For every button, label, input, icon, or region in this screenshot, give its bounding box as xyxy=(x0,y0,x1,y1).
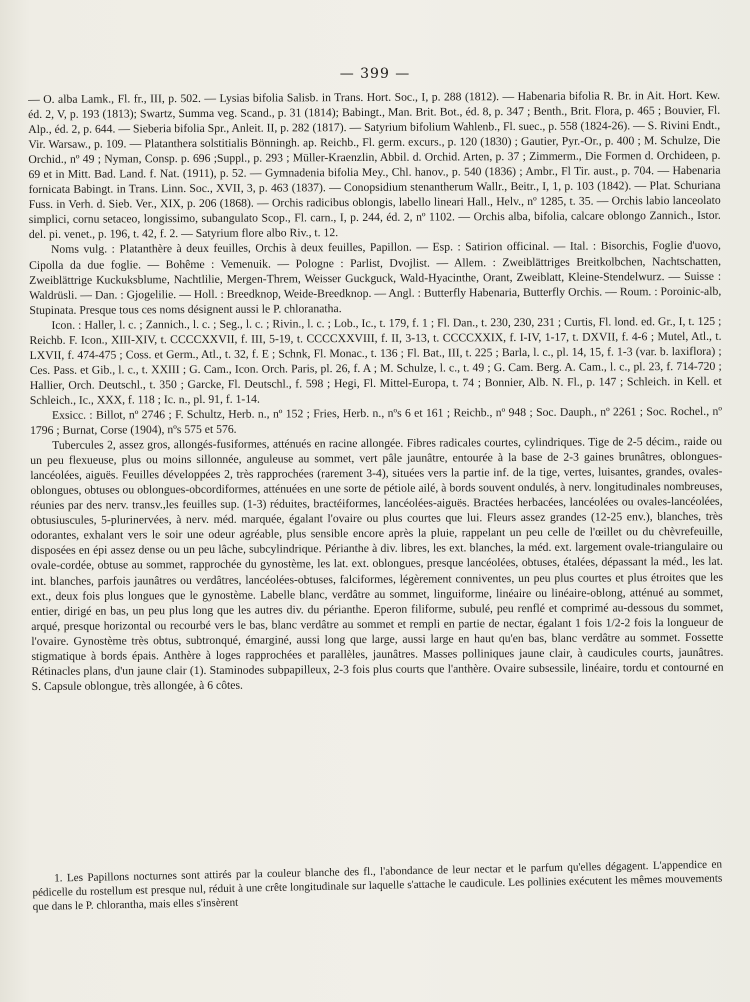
page-number: — 399 — xyxy=(339,66,411,82)
footnote xyxy=(32,858,723,914)
iconography-paragraph: Icon. : Haller, l. c. ; Zannich., l. c. ; Seg., l. c. ; Rivin., l. c. ; Lob., Ic., t. 179, f. 1 ; Fl. Dan., t. 230, 230, 231 ; Curtis, Fl. lond. ed. Gr., I, t. 125 ; Reichb. F. Icon., XIII-XIV, t. CCCCXXVII, f. III, 5-19, t. CCCCXXVIII, f. II, 3-13, t. CCCCXXIX, f. I-IV, 1-17, t. DXVII, f. 4-6 ; Mutel, Atl., t. LXVII, f. 474-475 ; Coss. et Germ., Atl., t. 32, f. E ; Schnk, Fl. Monac., t. 136 ; Fl. Bat., III, t. 225 ; Barla, l. c., pl. 14, 15, f. 1-3 (var. b. laxiflora) ; Ces. Pass. et Gib., l. c., t. XXIII ; G. Cam., Icon. Orch. Paris, pl. 26, f. A ; M. Schulze, l. c., t. 49 ; G. Cam. Berg. A. Cam., l. c., pl. 23, f. 714-720 ; Hallier, Orch. Deutschl., t. 350 ; Garcke, Fl. Deutschl., f. 598 ; Hegi, Fl. Mittel-Europa, t. 74 ; Bonnier, Alb. N. Fl., p. 147 ; Schleich. in Kell. et Schleich., Ic., XXX, f. 118 ; Ic. n., pl. 91, f. 1-14. xyxy=(29,314,722,407)
main-text xyxy=(28,88,724,694)
vernacular-names-paragraph: Noms vulg. : Platanthère à deux feuilles, Orchis à deux feuilles, Papillon. — Esp. : Satirion officinal. — Ital. : Bisorchis, Foglie d'uovo, Cipolla da due foglie. — Bohême : Vemenuik. — Pologne : Parlist, Dvojlist. — Allem. : Zweiblättriges Breitkolbchen, Nachtschatten, Zweiblättrige Kuckuksblume, Nachtlilie, Mergen-Threm, Weisser Guckguck, Wald-Hyacinthe, Orant, Zweiblatt, Kleine-Stendelwurz. — Suisse : Waldrüsli. — Dan. : Gjogelilie. — Holl. : Breedknop, Weide-Breedknop. — Angl. : Butterfly Habenaria, Butterfly Orchis. — Roum. : Poroinic-alb, Stupinata. Presque tous ces noms désignent aussi le P. chloranatha. xyxy=(29,239,722,317)
synonymy-paragraph: — O. alba Lamk., Fl. fr., III, p. 502. — Lysias bifolia Salisb. in Trans. Hort. Soc., I, p. 288 (1812). — Habenaria bifolia R. Br. in Ait. Hort. Kew. éd. 2, V, p. 193 (1813); Swartz, Summa veg. Scand., p. 31 (1814); Babingt., Man. Brit. Bot., éd. 8, p. 347 ; Benth., Brit. Flora, p. 465 ; Bouvier, Fl. Alp., éd. 2, p. 644. — Sieberia bifolia Spr., Anleit. II, p. 282 (1817). — Satyrium bifolium Wahlenb., Fl. suec., p. 558 (1824-26). — S. Rivini Endt., Vir. Warsaw., p. 109. — Platanthera solstitialis Bönningh. ap. Reichb., Fl. germ. excurs., p. 120 (1830) ; Gautier, Pyr.-Or., p. 400 ; M. Schulze, Die Orchid., nº 49 ; Nyman, Consp. p. 696 ;Suppl., p. 293 ; Müller-Kraenzlin, Abbil. d. Orchid. Arten, p. 37 ; Zimmerm., Die Formen d. Orchideen, p. 69 et in Mitt. Bad. Land. f. Nat. (1911), p. 52. — Gymnadenia bifolia Mey., Chl. hanov., p. 540 (1836) ; Ambr., Fl Tir. aust., p. 704. — Habenaria fornicata Babingt. in Trans. Linn. Soc., XVII, 3, p. 463 (1837). — Conopsidium stenantherum Wallr., Beitr., I, 1, p. 103 (1842). — Plat. Schuriana Fuss. in Verh. d. Sieb. Ver., XIX, p. 206 (1868). — Orchis radicibus oblongis, labello lineari Hall., Helv., nº 1285, t. 35. — Orchis labio lanceolato simplici, cornu setaceo, longissimo, subangulato Scop., Fl. carn., I, p. 244, éd. 2, nº 1102. — Orchis alba, bifolia, calcare oblongo Zannich., Istor. del. pi. venet., p. 196, t. 42, f. 2. — Satyrium flore albo Riv., t. 12. xyxy=(28,88,721,242)
footnote-text: 1. Les Papillons nocturnes sont attirés par la couleur blanche des fl., l'abondance de leur nectar et le parfum qu'elles dégagent. L'appendice en pédicelle du rostellum est presque nul, réduit à une crête longitudinale sur laquelle s'attache le caudicule. Les pollinies exécutent les mêmes mouvements que dans le P. chlorantha, mais elles s'insèrent xyxy=(32,858,723,913)
exsiccata-paragraph: Exsicc. : Billot, nº 2746 ; F. Schultz, Herb. n., nº 152 ; Fries, Herb. n., nºs 6 et 161 ; Reichb., nº 948 ; Soc. Dauph., nº 2261 ; Soc. Rochel., nº 1796 ; Burnat, Corse (1904), nºs 575 et 576. xyxy=(30,404,723,438)
description-paragraph: Tubercules 2, assez gros, allongés-fusiformes, atténués en racine allongée. Fibres radicales courtes, cylindriques. Tige de 2-5 décim., raide ou un peu flexueuse, plus ou moins sillonnée, anguleuse au sommet, vert pâle jaunâtre, entourée à la base de 2-3 gaines brunâtres, oblongues-lancéolées, aiguës. Feuilles développées 2, très rapprochées (rarement 3-4), situées vers la partie inf. de la tige, vertes, luisantes, grandes, ovales-oblongues, obtuses ou oblongues-obcordiformes, atténuées en une sorte de pétiole ailé, à bords souvent ondulés, à nerv. longitudinales nombreuses, réunies par des nerv. transv.,les feuilles sup. (1-3) réduites, bractéiformes, lancéolées-aiguës. Bractées herbacées, lancéolées ou ovales-lancéolées, obtusiuscules, 5-plurinervées, à nerv. méd. marquée, égalant l'ovaire ou plus courtes que lui. Fleurs assez grandes (12-25 env.), blanches, très odorantes, exhalant vers le soir une odeur agréable, plus sensible encore après la pluie, rappelant un peu celle de l'œillet ou du chèvrefeuille, disposées en épi assez dense ou un peu lâche, subcylindrique. Périanthe à div. libres, les ext. blanches, la méd. ext. largement ovale-triangulaire ou ovale-cordée, obtuse au sommet, rapprochée du gynostème, les lat. ext. oblongues, presque lancéolées, obtuses, étalées, dépassant la méd., les lat. int. blanches, parfois jaunâtres ou verdâtres, lancéolées-obtuses, falciformes, légèrement conniventes, un peu plus courtes et plus étroites que les ext., deux fois plus longues que le gynostème. Labelle blanc, verdâtre au sommet, linguiforme, linéaire ou linéaire-oblong, atténué au sommet, entier, dirigé en bas, un peu plus long que les autres div. du périanthe. Eperon filiforme, subulé, peu renflé et comprimé au-dessous du sommet, arqué, presque horizontal ou recourbé vers le bas, blanc verdâtre au sommet et rempli en partie de nectar, égalant 1 fois 1/2-2 fois la longueur de l'ovaire. Gynostème très obtus, subtronqué, émarginé, aussi long que large, aussi large en haut qu'en bas, blanc verdâtre au sommet. Fossette stigmatique à bords épais. Anthère à loges rapprochées et parallèles, jaunâtres. Masses polliniques jaune clair, à caudicules courts, jaunâtres. Rétinacles plans, d'un jaune clair (1). Staminodes subpapilleux, 2-3 fois plus courts que l'anthère. Ovaire subsessile, linéaire, tordu et contourné en S. Capsule oblongue, très allongée, à 6 côtes. xyxy=(30,434,724,693)
